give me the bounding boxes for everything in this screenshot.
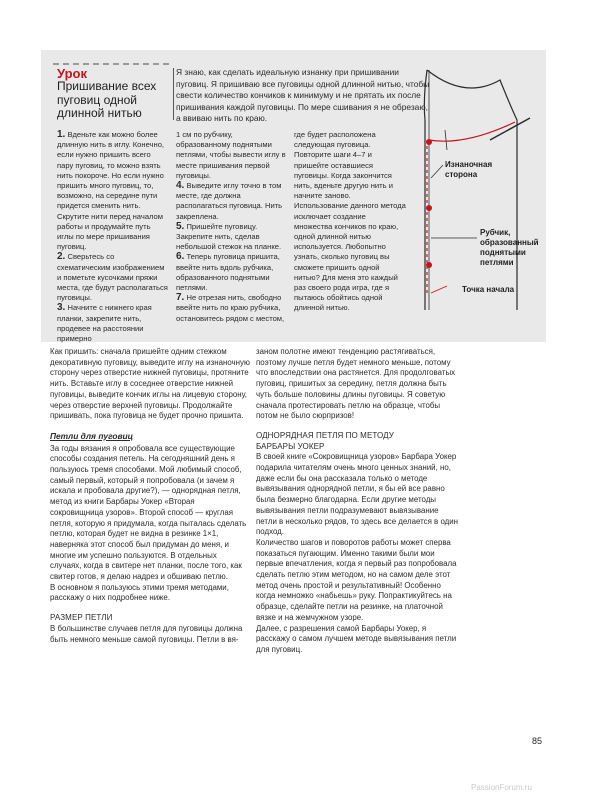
paragraph: В основном я пользуюсь этими тремя методами, расскажу о них подробнее ниже.	[50, 582, 229, 603]
subsection-heading: ОДНОРЯДНАЯ ПЕТЛЯ ПО МЕТОДУ	[256, 430, 394, 440]
intro-separator	[173, 68, 174, 120]
needle-icon	[490, 118, 530, 140]
button-marker-1	[426, 139, 432, 145]
step-4: 4. Выведите иглу точно в том месте, где должна располагаться пуговица. Нить закреплена.	[176, 180, 283, 221]
watermark: PassionForum.ru	[471, 783, 532, 792]
lesson-intro: Я знаю, как сделать идеальную изнанку при пришивании пуговиц. Я пришиваю все пуговицы одной длинной нитью, чтобы свести количество кончиков к минимуму и не прятать их после пришивания каждой пуговицы. По мере сшивания я не обрезаю, а ввиваю нить по краю.	[176, 67, 430, 124]
garment-outline	[427, 70, 517, 310]
section-heading: Петли для пуговиц	[50, 430, 134, 441]
paragraph: За годы вязания я опробовала все существующие способы создания петель. На сегодняшний день я пользуюсь тремя способами. Мой любимый способ, самый первый, который я попробовала (и зачем я искала и пробовала другие?), — однорядная петля, метод из книги Барбары Уокер «Вторая сокровищница узоров». Второй способ — круглая петля, которую я придумала, когда пыталась сделать петлю, которая будет не видна в резинке 1×1, наверняка этот способ был придуман до меня, и многие им успешно пользуются. В отдельных случаях, когда в свитере нет планки, после того, как свитер готов, я делаю надрез и обшиваю петлю.	[50, 443, 247, 582]
paragraph: Как пришить: сначала пришейте одним стежком декоративную пуговицу, выведите иглу на изнаночную сторону через отверстие нижней пуговицы, протяните нить. Вставьте иглу в соседнее отверстие нижней пуговицы, выведите кончик иглы на лицевую сторону, через отверстие верхней пуговицы. Продолжайте пришивать, пока пуговица не будет прочно пришита.	[50, 347, 250, 421]
step-1: 1. Вденьте как можно более длинную нить в иглу. Конечно, если нужно пришить всего пару пуговиц, то можно взять нить покороче. Но если нужно пришить много пуговиц, то, возможно, на середине пути придется сменить нить. Скрутите нити перед началом работы и продумайте путь иглы по мере пришивания пуговиц.	[57, 129, 165, 252]
subsection-heading: РАЗМЕР ПЕТЛИ	[50, 613, 113, 623]
body-column-left	[50, 347, 250, 645]
step-5: 5. Пришейте пуговицу. Закрепите нить, сделав небольшой стежок на планке.	[176, 220, 282, 252]
lesson-header-rule	[53, 63, 169, 65]
paragraph: Количество шагов и поворотов работы может сперва показаться пугающим. Именно такими были мои первые впечатления, когда я первый раз попробовала сделать петлю этим методом, но на самом деле этот метод очень простой и результативный! Особенно когда немножко «набьешь» руку. Попрактикуйтесь на образце, сделайте петли на резинке, на платочной вязке и на жемчужном узоре.	[256, 537, 457, 622]
paragraph: В большинстве случаев петля для пуговицы должна быть немного меньше самой пуговицы. Петли в вя-	[50, 623, 243, 644]
steps-column-3	[294, 130, 406, 314]
paragraph: В своей книге «Сокровищница узоров» Барбара Уокер подарила читателям очень много ценных знаний, но, даже если бы она рассказала только о методе вывязывания однорядной петли, я бы ей все равно была безмерно благодарна. Если другие методы вывязывания петли подразумевают вывязывание петли в несколько рядов, то здесь все делается в один подход.	[256, 452, 459, 537]
step-7: 7. Не отрезая нить, свободно ввейте нить по краю рубчика, остановитесь рядом с местом,	[176, 292, 285, 323]
steps-column-1	[57, 130, 169, 344]
step-6: 6. Теперь пуговица пришита, ввейте нить вдоль рубчика, образованного поднятыми петлями.	[176, 251, 280, 293]
step-2: 2. Сверьтесь со схематическим изображением и пометьте кусочками пряжи места, где будут располагаться пуговицы.	[57, 251, 168, 303]
steps-column-2	[176, 130, 286, 324]
step-3: 3. Начните с нижнего края планки, закрепите нить, продевее на расстоянии примерно	[57, 302, 152, 344]
body-column-right	[256, 347, 461, 656]
label-ridge: Рубчик, образованный поднятыми петлями	[480, 228, 539, 267]
step-7-cont: где будет расположена следующая пуговица. Повторите шаги 4–7 и пришейте оставшиеся пуговицы. Когда закончится нить, вденьте другую нить и начните заново. Использование данного метода исключает создание множества кончиков по краю, одной длинной нитью используется. Любопытно узнать, сколько пуговиц вы сможете пришить одной нитью? Для меня это каждый раз своего рода игра, где я пытаюсь обойтись одной длинной нитью.	[294, 130, 406, 313]
label-wrong-side: Изнаночная сторона	[445, 160, 493, 179]
lesson-title: Пришивание всех пуговиц одной длинной нитью	[57, 79, 157, 120]
button-marker-2	[426, 205, 432, 211]
label-start-point: Точка начала	[462, 285, 515, 294]
paragraph: Далее, с разрешения самой Барбары Уокер, я расскажу о самом лучшем методе вывязывания петли для пуговиц.	[256, 623, 457, 654]
button-marker-3	[426, 262, 432, 268]
step-3-cont: 1 см по рубчику, образованному поднятыми петлями, чтобы вывести иглу в месте пришивания первой пуговицы.	[176, 130, 286, 180]
lesson-label: Урок	[57, 66, 87, 81]
button-diagram	[405, 60, 545, 320]
paragraph: заном полотне имеют тенденцию растягиваться, поэтому лучше петля будет немного меньше, потому что впоследствии она растянется. Для продолговатых пуговиц, пришитых за середину, петля должна быть чуть больше половины длины пуговицы. Я советую сначала протестировать петлю на образце, чтобы потом не было сюрпризов!	[256, 347, 456, 421]
page-number: 85	[532, 736, 543, 746]
subsection-heading-cont: БАРБАРЫ УОКЕР	[256, 441, 325, 451]
thread-to-needle	[429, 122, 515, 141]
